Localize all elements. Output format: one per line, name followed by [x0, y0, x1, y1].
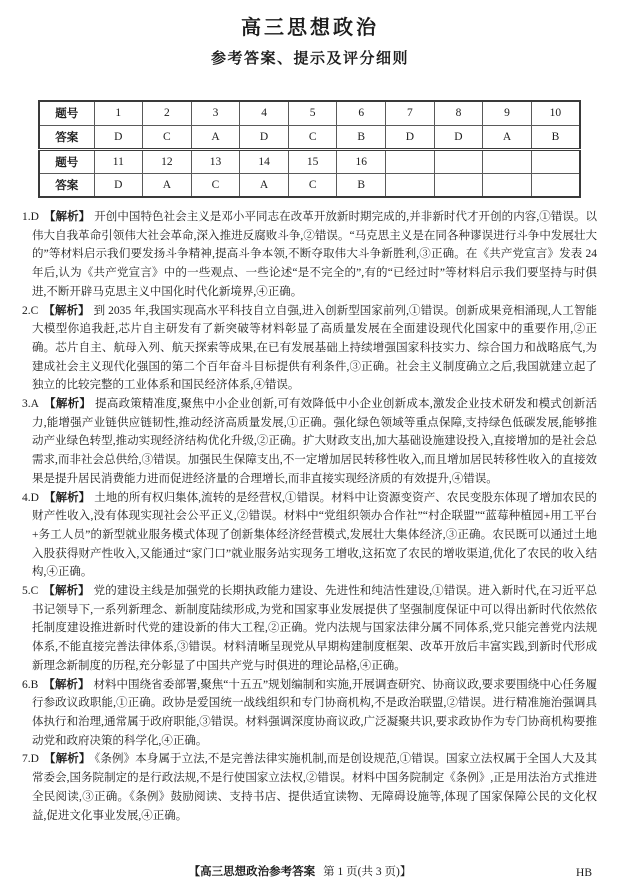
answer-table — [38, 100, 581, 198]
question-number-cell: 6 — [337, 101, 386, 125]
question-number-cell: 16 — [337, 149, 386, 173]
table-row-question-numbers-1 — [39, 101, 580, 125]
question-number-cell: 14 — [240, 149, 289, 173]
page-title: 高三思想政治 — [241, 17, 379, 39]
question-answer-label: 7.D — [22, 753, 39, 766]
explanation-item-2 — [22, 302, 597, 396]
answer-cell: C — [143, 125, 192, 149]
question-answer-label: 6.B — [22, 678, 39, 691]
footer-version-code: HB — [576, 867, 592, 879]
answer-cell: C — [191, 173, 240, 197]
question-number-cell: 9 — [483, 101, 532, 125]
explanation-item-7 — [22, 750, 597, 825]
question-number-cell: 4 — [240, 101, 289, 125]
analysis-text: 到 2035 年,我国实现高水平科技自立自强,进入创新型国家前列,①错误。创新成果竞相涌现,人工智能大模型你追我赶,芯片自主研发有了新突破等材料彰显了高质量发展在全面建设现代化国家中的重要作用,②正确。芯片自主、航母入列、航天探索等成果,在已有发展基础上持续增强国家科技实力、综合国力和战略底气,为建成社会主义现代化强国的第二个百年奋斗目标提供有利条件,③正确。社会主义制度确立之后,我国就建立起了独立的比较完整的工业体系和国民经济体系,④错误。 — [32, 304, 598, 392]
answer-cell: C — [288, 125, 337, 149]
page-footer — [0, 863, 600, 879]
analysis-text: 党的建设主线是加强党的长期执政能力建设、先进性和纯洁性建设,①错误。进入新时代,在习近平总书记领导下,一系列新理念、新制度陆续形成,为党和国家事业发展提供了坚强制度保证中可以得出新时代依然依托制度建设推进新时代党的建设新的伟大工程,②正确。党内法规与国家法律分属不同体系,党只能完善党内法规体系,不能直接完善法律体系,③错误。材料清晰呈现党从早期构建制度框架、改革开放后丰富实践,到新时代形成新理念新制度的历程,充分彰显了中国共产党与时俱进的理论品格,④正确。 — [32, 585, 598, 672]
analysis-tag: 【解析】 — [43, 398, 92, 411]
question-number-cell: 11 — [94, 149, 143, 173]
answer-cell: D — [94, 125, 143, 149]
analysis-tag: 【解析】 — [43, 304, 90, 317]
question-number-cell: 1 — [94, 101, 143, 125]
question-number-cell: 13 — [191, 149, 240, 173]
analysis-tag: 【解析】 — [43, 753, 91, 766]
question-answer-label: 3.A — [22, 398, 39, 411]
explanations-section — [22, 208, 597, 825]
answer-cell — [531, 173, 580, 197]
question-number-cell — [434, 149, 483, 173]
answer-cell — [386, 173, 435, 197]
answer-cell: A — [191, 125, 240, 149]
question-number-cell — [483, 149, 532, 173]
table-row-answers-2 — [39, 173, 580, 197]
answer-cell: B — [337, 173, 386, 197]
footer-title: 【高三思想政治参考答案 — [188, 866, 316, 878]
analysis-text: 开创中国特色社会主义是邓小平同志在改革开放新时期完成的,并非新时代才开创的内容,①错误。以伟大自我革命引领伟大社会革命,深入推进反腐败斗争,②错误。“马克思主义是在同各种谬误进行斗争中发展壮大的”等材料启示我们要发扬斗争精神,提高斗争本领,不断夺取伟大斗争新胜利,③正确。在《共产党宣言》发表 24 年后,认为《共产党宣言》中的一些观点、一些论述“是不完全的”,有的“已经过时”等材料启示我们要坚持与时俱进,不断开辟马克思主义中国化时代化新境界,④正确。 — [32, 211, 598, 298]
analysis-tag: 【解析】 — [43, 678, 90, 691]
question-number-cell: 8 — [434, 101, 483, 125]
answer-cell: A — [240, 173, 289, 197]
table-row-answers-1 — [39, 125, 580, 149]
question-number-cell: 5 — [288, 101, 337, 125]
answer-cell: D — [386, 125, 435, 149]
explanation-item-6 — [22, 676, 597, 751]
answer-cell — [483, 173, 532, 197]
question-answer-label: 1.D — [22, 211, 39, 223]
answer-cell: B — [337, 125, 386, 149]
analysis-text: 土地的所有权归集体,流转的是经营权,①错误。材料中让资源变资产、农民变股东体现了增加农民的财产性收入,没有体现实现社会公平正义,②错误。材料中“党组织领办合作社”“村企联盟”“蓝莓种植园+用工平台+务工人员”的新型就业服务模式体现了创新集体经济经营模式,发展壮大集体经济,③正确。农民既可以通过土地入股获得财产性收入,又能通过“家门口”就业服务站实现务工增收,这拓宽了农民的增收渠道,优化了农民的收入结构,④正确。 — [32, 491, 598, 579]
question-number-cell — [386, 149, 435, 173]
answer-key-page — [0, 11, 620, 892]
analysis-tag: 【解析】 — [43, 211, 91, 223]
answer-cell — [434, 173, 483, 197]
answer-header: 答案 — [39, 125, 94, 149]
answer-cell: D — [240, 125, 289, 149]
question-number-cell — [531, 149, 580, 173]
question-answer-label: 2.C — [22, 304, 39, 317]
question-number-header: 题号 — [39, 101, 94, 125]
table-row-question-numbers-2 — [39, 149, 580, 173]
analysis-text: 材料中围绕省委部署,聚焦“十五五”规划编制和实施,开展调查研究、协商议政,要求要围绕中心任务履行参政议政职能,①正确。政协是爱国统一战线组织和专门协商机构,不是政治联盟,②错误。进行精准施治强调具体执行和治理,通常属于政府职能,③错误。材料强调深度协商议政,广泛凝聚共识,要求政协作为专门协商机构要推动党和政府决策的科学化,④正确。 — [32, 678, 597, 747]
analysis-text: 提高政策精准度,聚焦中小企业创新,可有效降低中小企业创新成本,激发企业技术研发和模式创新活力,能增强产业链供应链韧性,推动经济高质量发展,①正确。强化绿色领域等重点保障,支持绿色低碳发展,能够推动产业绿色转型,推动实现经济结构优化升级,②正确。扩大财政支出,加大基础设施建设投入,直接增加的是社会总需求,而非社会总供给,③错误。加强民生保障支出,不一定增加居民转移性收入,而且增加居民转移性收入的直接效果是提升居民消费能力进而促进经济量的合理增长,而非直接实现经济质的有效提升,④错误。 — [32, 398, 597, 485]
explanation-item-1 — [22, 208, 597, 302]
question-number-cell: 15 — [288, 149, 337, 173]
answer-cell: B — [531, 125, 580, 149]
question-number-cell: 2 — [143, 101, 192, 125]
analysis-tag: 【解析】 — [43, 491, 91, 504]
answer-header: 答案 — [39, 173, 94, 197]
explanation-item-3 — [22, 395, 597, 489]
question-answer-label: 4.D — [22, 491, 39, 504]
analysis-text: 《条例》本身属于立法,不是完善法律实施机制,而是创设规范,①错误。国家立法权属于全国人大及其常委会,国务院制定的是行政法规,不是行使国家立法权,②错误。材料中国务院制定《条例》,正是用法治方式推进全民阅读,③正确。《条例》鼓励阅读、支持书店、提供适宜读物、无障碍设施等,体现了国家保障公民的文化权益,促进文化事业发展,④正确。 — [32, 753, 598, 822]
explanation-item-4 — [22, 489, 597, 583]
answer-cell: A — [143, 173, 192, 197]
explanation-item-5 — [22, 582, 597, 676]
question-number-cell: 12 — [143, 149, 192, 173]
analysis-tag: 【解析】 — [43, 585, 90, 598]
question-number-cell: 3 — [191, 101, 240, 125]
answer-cell: D — [94, 173, 143, 197]
answer-cell: C — [288, 173, 337, 197]
footer-page-number: 第 1 页(共 3 页)】 — [323, 866, 412, 878]
question-answer-label: 5.C — [22, 585, 39, 598]
question-number-cell: 7 — [386, 101, 435, 125]
page-subtitle: 参考答案、提示及评分细则 — [210, 50, 409, 67]
question-number-cell: 10 — [531, 101, 580, 125]
answer-cell: D — [434, 125, 483, 149]
answer-cell: A — [483, 125, 532, 149]
question-number-header: 题号 — [39, 149, 94, 173]
